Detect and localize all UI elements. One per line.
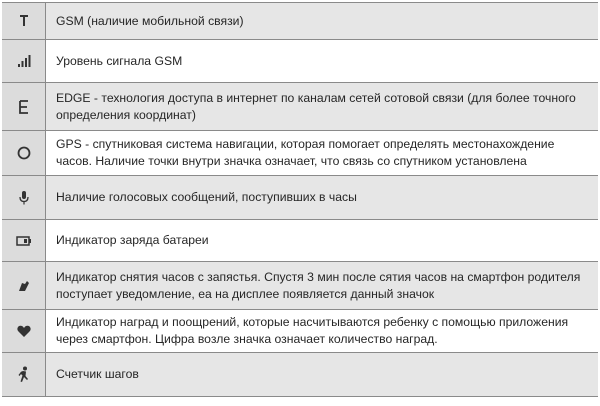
- row-description: Индикатор наград и поощрений, которые насчитываются ребенку с помощью приложения через смартфон. Цифра возле значка означает количество наград.: [46, 310, 598, 352]
- edge-e-icon: [18, 99, 30, 115]
- table-row: [2, 131, 598, 176]
- table-row: [2, 83, 598, 131]
- table-row: [2, 40, 598, 83]
- gsm-t-icon: [17, 13, 31, 29]
- table-row: [2, 353, 598, 397]
- table-row: [2, 262, 598, 310]
- table-row: [2, 310, 598, 353]
- gps-circle-icon: [16, 145, 32, 161]
- icon-legend-table: [2, 2, 598, 397]
- row-description: EDGE - технология доступа в интернет по каналам сетей сотовой связи (для более точного определения координат): [46, 83, 598, 130]
- icon-cell: [2, 40, 46, 82]
- icon-cell: [2, 310, 46, 352]
- heart-icon: [17, 325, 31, 338]
- icon-cell: [2, 3, 46, 39]
- table-row: [2, 220, 598, 262]
- icon-cell: [2, 353, 46, 396]
- row-description: Счетчик шагов: [46, 353, 598, 396]
- icon-cell: [2, 176, 46, 219]
- row-description: GPS - спутниковая система навигации, которая помогает определять местонахождение часов. Наличие точки внутри значка означает, что связь со спутником установлена: [46, 131, 598, 175]
- table-row: [2, 3, 598, 40]
- signal-bars-icon: [17, 54, 31, 68]
- row-description: Уровень сигнала GSM: [46, 40, 598, 82]
- row-description: Индикатор снятия часов с запястья. Спустя 3 мин после сятия часов на смартфон родителя поступает уведомление, еа на дисплее появляется данный значок: [46, 262, 598, 309]
- row-description: Индикатор заряда батареи: [46, 220, 598, 261]
- table-row: [2, 176, 598, 220]
- microphone-icon: [18, 190, 30, 206]
- battery-icon: [16, 235, 32, 247]
- icon-cell: [2, 83, 46, 130]
- icon-cell: [2, 220, 46, 261]
- icon-cell: [2, 262, 46, 309]
- icon-cell: [2, 131, 46, 175]
- walking-person-icon: [17, 366, 31, 384]
- row-description: GSM (наличие мобильной связи): [46, 3, 598, 39]
- row-description: Наличие голосовых сообщений, поступивших в часы: [46, 176, 598, 219]
- strap-removed-icon: [16, 278, 32, 294]
